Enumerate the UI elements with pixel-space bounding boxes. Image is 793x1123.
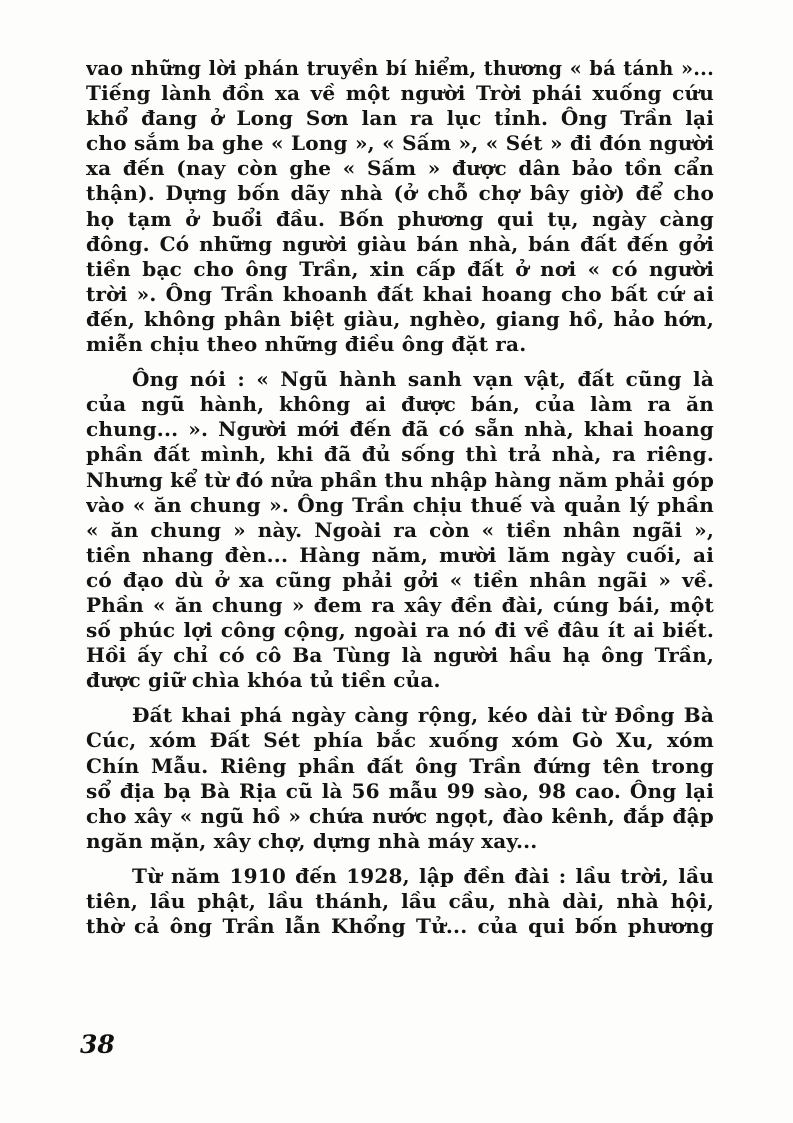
text-line: cho xây « ngũ hồ » chứa nước ngọt, đào kênh, đắp đập [86,803,714,828]
text-line: tiên, lầu phật, lầu thánh, lầu cầu, nhà dài, nhà hội, [86,889,714,913]
text-line: Từ năm 1910 đến 1928, lập đền đài : lầu trời, lầu [132,863,714,888]
paragraph-1 [86,56,714,357]
paragraph-3 [86,703,714,854]
text-line: Cúc, xóm Đất Sét phía bắc xuống xóm Gò Xu, xóm [86,728,714,753]
page-number: 38 [80,1030,115,1059]
text-line: đến, không phân biệt giàu, nghèo, giang hồ, hảo hớn, [86,306,714,331]
text-line: thận). Dựng bốn dãy nhà (ở chỗ chợ bây giờ) để cho [86,181,714,206]
text-line: tiền nhang đèn... Hàng năm, mười lăm ngày cuối, ai [86,542,714,567]
text-line: khổ đang ở Long Sơn lan ra lục tỉnh. Ông Trần lại [86,106,714,131]
text-line: sổ địa bạ Bà Rịa cũ là 56 mẫu 99 sào, 98 cao. Ông lại [86,778,714,803]
paragraph-gap [86,854,714,864]
text-line: đông. Có những người giàu bán nhà, bán đất đến gởi [86,231,714,256]
text-line: Phần « ăn chung » đem ra xây đền đài, cúng bái, một [86,592,714,617]
text-line: chung... ». Người mới đến đã có sẵn nhà, khai hoang [86,417,714,442]
text-line: trời ». Ông Trần khoanh đất khai hoang cho bất cứ ai [86,281,714,306]
text-line: vao những lời phán truyền bí hiểm, thương « bá tánh »... [86,57,714,80]
paragraph-2 [86,367,714,693]
text-line: « ăn chung » này. Ngoài ra còn « tiền nhân ngãi », [86,517,714,542]
text-line: tiền bạc cho ông Trần, xin cấp đất ở nơi « có người [86,256,714,281]
text-line: Tiếng lành đồn xa về một người Trời phái xuống cứu [86,81,714,106]
text-line: xa đến (nay còn ghe « Sấm » được dân bảo tồn cẩn [86,156,714,181]
text-line: Đất khai phá ngày càng rộng, kéo dài từ Đồng Bà [132,703,714,728]
text-line: của ngũ hành, không ai được bán, của làm ra ăn [86,392,714,417]
paragraph-4 [86,864,714,939]
text-line: số phúc lợi công cộng, ngoài ra nó đi về đâu ít ai biết. [86,618,714,643]
text-line: được giữ chìa khóa tủ tiền của. [86,668,441,693]
text-line: thờ cả ông Trần lẫn Khổng Tử... của qui bốn phương [86,914,714,939]
text-line: ngăn mặn, xây chợ, dựng nhà máy xay... [86,828,538,853]
text-line: Ông nói : « Ngũ hành sanh vạn vật, đất cũng là [132,367,714,392]
text-line: miễn chịu theo những điều ông đặt ra. [86,332,527,357]
text-line: Chín Mẫu. Riêng phần đất ông Trần đứng tên trong [86,753,714,778]
paragraph-gap [86,357,714,367]
text-line: có đạo dù ở xa cũng phải gởi « tiền nhân ngãi » về. [86,567,714,592]
text-line: họ tạm ở buổi đầu. Bốn phương qui tụ, ngày càng [86,206,714,231]
text-line: Nhưng kể từ đó nửa phần thu nhập hàng năm phải góp [86,467,714,492]
text-line: phần đất mình, khi đã đủ sống thì trả nhà, ra riêng. [86,442,714,467]
body-text [86,56,714,939]
paragraph-gap [86,693,714,703]
text-line: vào « ăn chung ». Ông Trần chịu thuế và quản lý phần [86,492,714,517]
text-line: cho sắm ba ghe « Long », « Sấm », « Sét » đi đón người [86,131,714,156]
text-line: Hồi ấy chỉ có cô Ba Tùng là người hầu hạ ông Trần, [86,643,714,668]
